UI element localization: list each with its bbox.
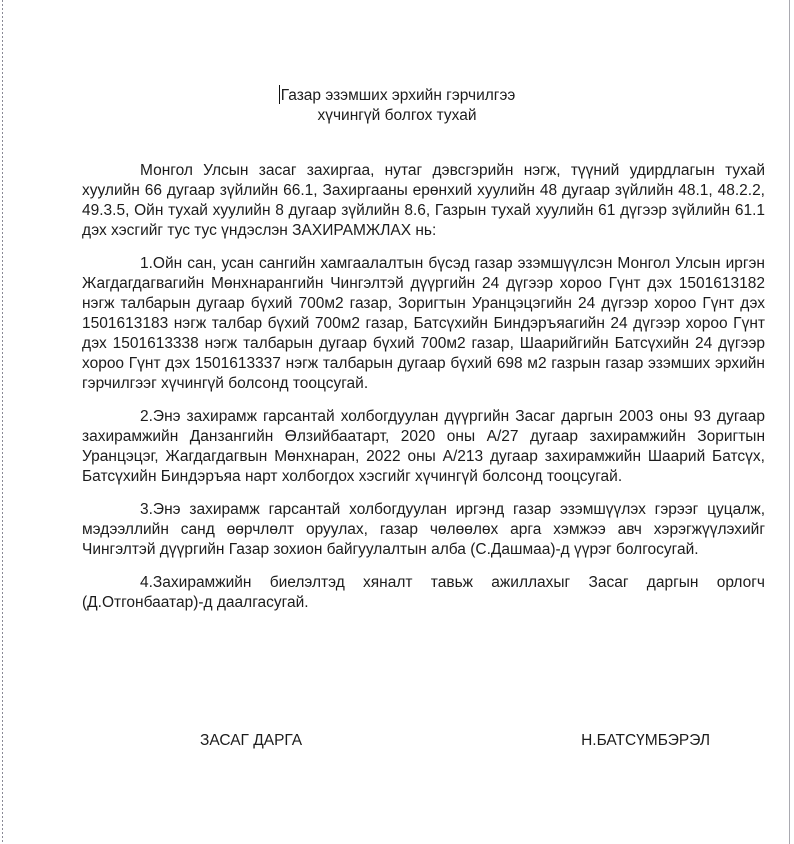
decree-item-4: 4.Захирамжийн биелэлтэд хяналт тавьж ажиллахыг Засаг даргын орлогч (Д.Отгонбаатар)-д даалгасугай.: [82, 574, 765, 611]
decree-item-3: 3.Энэ захирамж гарсантай холбогдуулан иргэнд газар эзэмшүүлэх гэрээг цуцалж, мэдээллийн санд өөрчлөлт оруулах, газар чөлөөлөх арга хэмжээ авч хэрэгжүүлэхийг Чингэлтэй дүүргийн Газар зохион байгуулалтын алба (С.Дашмаа)-д үүрэг болгосугай.: [82, 501, 765, 558]
decree-item-2: 2.Энэ захирамж гарсантай холбогдуулан дүүргийн Засаг даргын 2003 оны 93 дугаар захирамжийн Данзангийн Өлзийбаатарт, 2020 оны А/27 дугаар захирамжийн Зоригтын Уранцэцэг, Жагдагдагвын Мөнхнаран, 2022 оны А/213 дугаар захирамжийн Шаарий Батсүх, Батсүхийн Биндэръяа нарт холбогдох хэсгийг хүчингүй болсонд тооцсугай.: [82, 408, 765, 485]
text-cursor-bar: [279, 85, 280, 104]
decree-item-1: 1.Ойн сан, усан сангийн хамгаалалтын бүсэд газар эзэмшүүлсэн Монгол Улсын иргэн Жагдагдагвагийн Мөнхнарангийн Чингэлтэй дүүргийн 24 дүгээр хороо Гүнт дэх 1501613182 нэгж талбарын дугаар бүхий 700м2 газар, Зоригтын Уранцэцэгийн 24 дүгээр хороо Гүнт дэх 1501613183 нэгж талбар бүхий 700м2 газар, Батсүхийн Биндэръяагийн 24 дүгээр хороо Гүнт дэх 1501613338 нэгж талбарын дугаар бүхий 700м2 газар, Шаарийгийн Батсүхийн 24 дүгээр хороо Гүнт дэх 1501613337 нэгж талбарын дугаар бүхий 698 м2 газрын газар эзэмших эрхийн гэрчилгээг хүчингүй болсонд тооцсугай.: [82, 255, 765, 392]
signature-name: Н.БАТСҮМБЭРЭЛ: [581, 732, 710, 749]
signature-row: [82, 731, 765, 751]
page-right-border: [789, 0, 790, 844]
preamble-paragraph: Монгол Улсын засаг захиргаа, нутаг дэвсгэрийн нэгж, түүний удирдлагын тухай хуулийн 66 дугаар зүйлийн 66.1, Захиргааны ерөнхий хуулийн 48 дугаар зүйлийн 48.1, 48.2.2, 49.3.5, Ойн тухай хуулийн 8 дугаар зүйлийн 8.6, Газрын тухай хуулийн 61 дүгээр зүйлийн 61.1 дэх хэсгийг тус тус үндэслэн ЗАХИРАМЖЛАХ нь:: [82, 162, 765, 239]
document-title-line2: хүчингүй болгох тухай: [317, 107, 477, 124]
document-title-line1-text: Газар эзэмших эрхийн гэрчилгээ: [280, 87, 516, 104]
signature-position-title: ЗАСАГ ДАРГА: [200, 732, 303, 749]
document-title: [0, 85, 794, 126]
document-title-line1: [0, 85, 794, 106]
page-left-border: [2, 0, 3, 844]
document-body: [82, 161, 765, 751]
